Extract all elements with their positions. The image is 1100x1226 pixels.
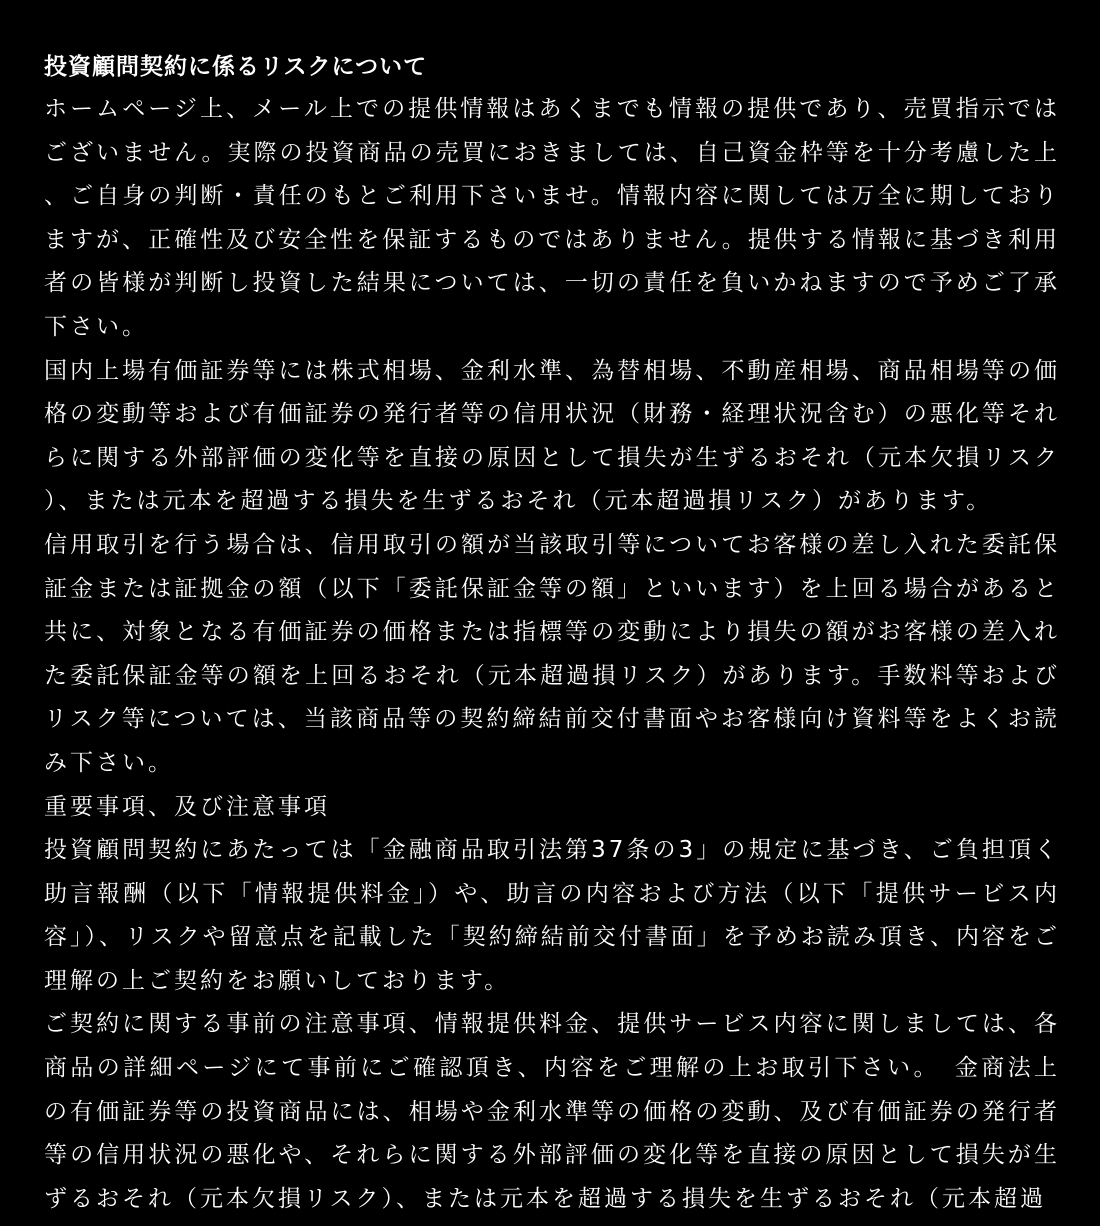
risk-disclosure-section	[44, 46, 1060, 1221]
paragraph-contract-documents: 投資顧問契約にあたっては「金融商品取引法第37条の3」の規定に基づき、ご負担頂く助言報酬（以下「情報提供料金」）や、助言の内容および方法（以下「提供サービス内容」）、リスクや留意点を記載した「契約締結前交付書面」を予めお読み頂き、内容をご理解の上ご契約をお願いしております。	[44, 837, 1060, 994]
paragraph-margin-trading-risk: 信用取引を行う場合は、信用取引の額が当該取引等についてお客様の差し入れた委託保証金または証拠金の額（以下「委託保証金等の額」といいます）を上回る場合があると共に、対象となる有価証券の価格または指標等の変動により損失の額がお客様の差入れた委託保証金等の額を上回るおそれ（元本超過損リスク）があります。手数料等およびリスク等については、当該商品等の契約締結前交付書面やお客様向け資料等をよくお読み下さい。	[44, 531, 1060, 776]
subheading-important-notes: 重要事項、及び注意事項	[44, 793, 330, 820]
paragraph-pre-contract-notes: ご契約に関する事前の注意事項、情報提供料金、提供サービス内容に関しましては、各商品の詳細ページにて事前にご確認頂き、内容をご理解の上お取引下さい。 金商法上の有価証券等の投資商品には、相場や金利水準等の価格の変動、及び有価証券の発行者等の信用状況の悪化や、それらに関する外部評価の変化等を直接の原因として損失が生ずるおそれ（元本欠損リスク）、または元本を超過する損失を生ずるおそれ（元本超過	[44, 1011, 1060, 1212]
section-heading: 投資顧問契約に係るリスクについて	[44, 54, 428, 80]
paragraph-listed-securities-risk: 国内上場有価証券等には株式相場、金利水準、為替相場、不動産相場、商品相場等の価格の変動等および有価証券の発行者等の信用状況（財務・経理状況含む）の悪化等それらに関する外部評価の変化等を直接の原因として損失が生ずるおそれ（元本欠損リスク）、または元本を超過する損失を生ずるおそれ（元本超過損リスク）があります。	[44, 357, 1060, 515]
paragraph-info-disclaimer: ホームページ上、メール上での提供情報はあくまでも情報の提供であり、売買指示ではございません。実際の投資商品の売買におきましては、自己資金枠等を十分考慮した上、ご自身の判断・責任のもとご利用下さいませ。情報内容に関しては万全に期しておりますが、正確性及び安全性を保証するものではありません。提供する情報に基づき利用者の皆様が判断し投資した結果については、一切の責任を負いかねますので予めご了承下さい。	[44, 96, 1060, 340]
